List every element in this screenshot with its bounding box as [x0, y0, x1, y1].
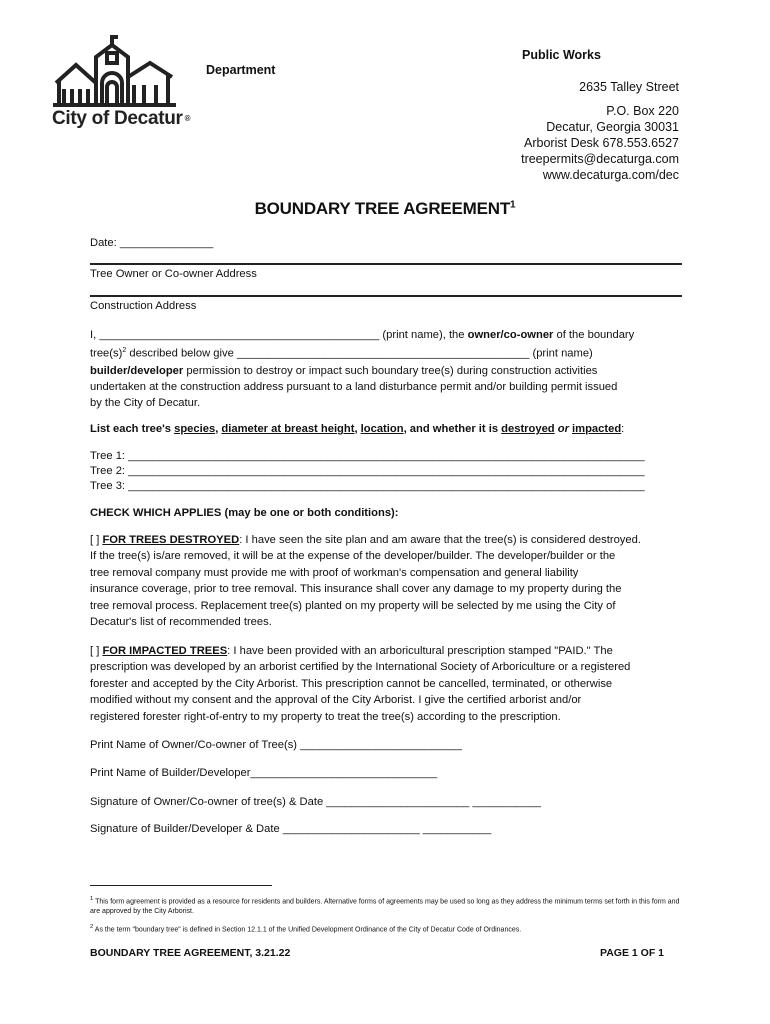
builder-name-field[interactable]: Print Name of Builder/Developer______________________________ — [90, 767, 438, 779]
address-line: Decatur, Georgia 30031 — [546, 120, 679, 134]
tree-field[interactable]: Tree 2: ___________________________________________________________________________________ — [90, 465, 645, 477]
footnote-1: $^1$ This form agreement is provided as a resource for residents and builders. Alternative forms of agreements may be used so long as they address the minimum terms set forth in this form and are approved by the City Arborist. — [90, 896, 680, 916]
address-line: treepermits@decaturga.com — [521, 152, 679, 166]
address-block — [419, 79, 679, 183]
destroyed-checkbox[interactable]: [ ] — [90, 534, 103, 546]
intro-paragraph: I, _____________________________________________ (print name), the owner/co-owner of the boundary $tree(s)^2$ described below give _______________________________________________ (print name) builder/developer permission to destroy or impact such boundary tree(s) during construction activities undertaken at the construction address pursuant to a land disturbance permit and/or building permit issued by the City of Decatur. — [90, 329, 635, 410]
document-title: BOUNDARY TREE AGREEMENT$^1$ — [254, 199, 516, 218]
address-line: www.decaturga.com/dec — [542, 168, 679, 182]
address-line: P.O. Box 220 — [606, 104, 679, 118]
divider — [90, 295, 682, 297]
check-heading: CHECK WHICH APPLIES (may be one or both conditions): — [90, 507, 399, 519]
list-instruction: List each tree's species, diameter at breast height, location, and whether it is destroyed or impacted: — [90, 423, 625, 435]
page-number: PAGE 1 OF 1 — [600, 947, 664, 959]
tree-field[interactable]: Tree 3: ___________________________________________________________________________________ — [90, 480, 645, 492]
public-works-label: Public Works — [522, 48, 601, 62]
footer-title: BOUNDARY TREE AGREEMENT, 3.21.22 — [90, 947, 291, 959]
tree-list — [90, 449, 645, 494]
destroyed-block: [ ] FOR TREES DESTROYED: I have seen the site plan and am aware that the tree(s) is considered destroyed. If the tree(s) is/are removed, it will be at the expense of the developer/builder. The developer/builder or the tree removal company must provide me with proof of workman's compensation and general liability insurance coverage, prior to tree removal. This insurance shall cover any damage to my property during the tree removal process. Replacement tree(s) planted on my property will be selected by me using the City of Decatur's list of recommended trees. — [90, 534, 641, 629]
tree-field[interactable]: Tree 1: ___________________________________________________________________________________ — [90, 450, 645, 462]
department-label: Department — [206, 63, 276, 77]
address-line: 2635 Talley Street — [579, 80, 679, 94]
divider — [90, 263, 682, 265]
footnote-2: $^2$ As the term "boundary tree" is defined in Section 12.1.1 of the Unified Development Ordinance of the City of Decatur Code of Ordinances. — [90, 924, 522, 934]
tree-owner-address-label: Tree Owner or Co-owner Address — [90, 268, 257, 280]
logo-wordmark: City of Decatur ® — [52, 108, 191, 129]
date-field[interactable]: Date: _______________ — [90, 237, 214, 249]
address-line: Arborist Desk 678.553.6527 — [524, 136, 679, 150]
owner-signature-field[interactable]: Signature of Owner/Co-owner of tree(s) & Date _______________________ ___________ — [90, 796, 541, 808]
impacted-checkbox[interactable]: [ ] — [90, 645, 103, 657]
construction-address-label: Construction Address — [90, 300, 197, 312]
builder-signature-field[interactable]: Signature of Builder/Developer & Date ______________________ ___________ — [90, 823, 492, 835]
owner-name-field[interactable]: Print Name of Owner/Co-owner of Tree(s) __________________________ — [90, 739, 462, 751]
footnote-divider — [90, 885, 272, 886]
impacted-block: [ ] FOR IMPACTED TREES: I have been provided with an arboricultural prescription stamped "PAID." The prescription was developed by an arborist certified by the International Society of Arboriculture or a registered forester and accepted by the City Arborist. This prescription cannot be cancelled, terminated, or otherwise modified without my consent and the approval of the City Arborist. I give the certified arborist and/or registered forester right-of-entry to my property to treat the tree(s) according to the prescription. — [90, 645, 631, 723]
